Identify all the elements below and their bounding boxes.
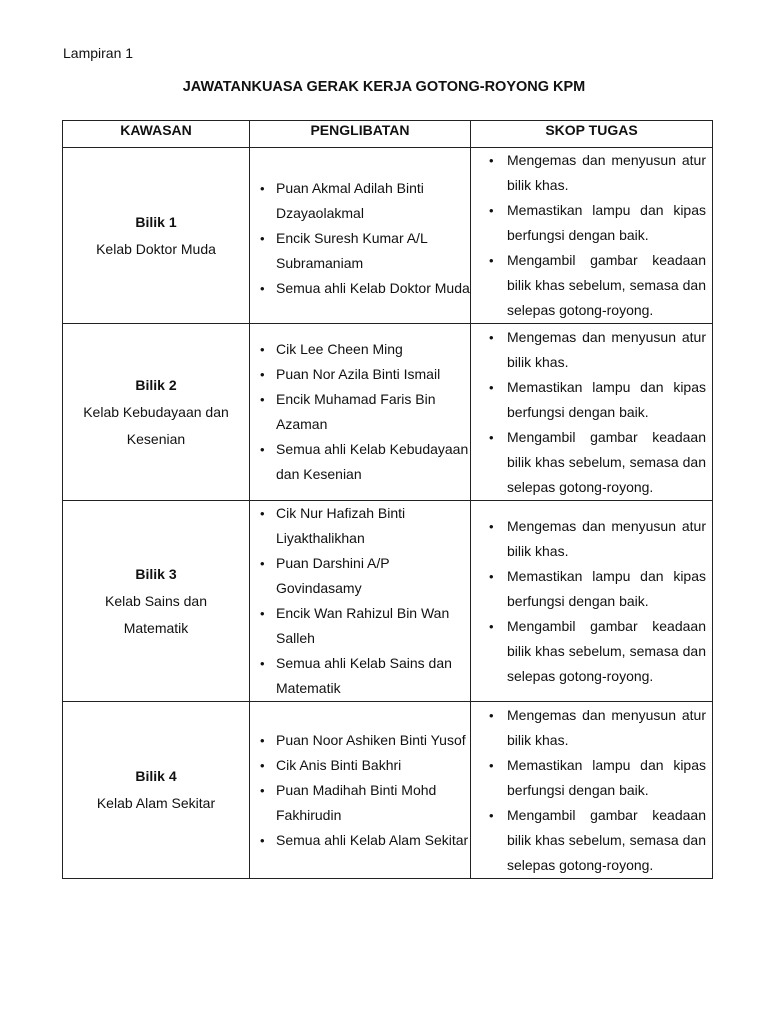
task-list <box>471 514 712 689</box>
penglibatan-cell <box>250 324 471 501</box>
appendix-label: Lampiran 1 <box>63 45 134 61</box>
list-item: • Cik Anis Binti Bakhri <box>276 753 470 778</box>
list-item: • Puan Darshini A/P Govindasamy <box>276 551 470 601</box>
task-list <box>471 703 712 878</box>
list-item: • Puan Akmal Adilah Binti Dzayaolakmal <box>276 176 470 226</box>
table-row <box>63 148 713 324</box>
room-name: Bilik 4 <box>135 768 177 784</box>
column-header-skop-tugas: SKOP TUGAS <box>471 121 713 148</box>
list-item: • Mengambil gambar keadaan bilik khas sebelum, semasa dan selepas gotong-royong. <box>507 425 706 500</box>
table-row <box>63 501 713 702</box>
list-item: • Semua ahli Kelab Alam Sekitar <box>276 828 470 853</box>
participant-list <box>250 728 470 853</box>
list-item: • Mengambil gambar keadaan bilik khas sebelum, semasa dan selepas gotong-royong. <box>507 248 706 323</box>
kawasan-cell <box>63 702 250 879</box>
list-item: • Mengambil gambar keadaan bilik khas sebelum, semasa dan selepas gotong-royong. <box>507 614 706 689</box>
list-item: • Semua ahli Kelab Doktor Muda <box>276 276 470 301</box>
list-item: • Memastikan lampu dan kipas berfungsi dengan baik. <box>507 753 706 803</box>
task-list <box>471 325 712 500</box>
list-item: • Semua ahli Kelab Sains dan Matematik <box>276 651 470 701</box>
room-name: Bilik 1 <box>135 213 177 230</box>
list-item: • Memastikan lampu dan kipas berfungsi dengan baik. <box>507 198 706 248</box>
skop-cell <box>471 702 713 879</box>
list-item: • Cik Lee Cheen Ming <box>276 337 470 362</box>
list-item: • Mengemas dan menyusun atur bilik khas. <box>507 514 706 564</box>
participant-list <box>250 501 470 701</box>
list-item: • Cik Nur Hafizah Binti Liyakthalikhan <box>276 501 470 551</box>
document-title: JAWATANKUASA GERAK KERJA GOTONG-ROYONG KPM <box>182 79 586 95</box>
club-name: Kelab Sains dan Matematik <box>105 592 207 636</box>
list-item: • Semua ahli Kelab Kebudayaan dan Kesenian <box>276 437 470 487</box>
penglibatan-cell <box>250 148 471 324</box>
kawasan-cell <box>63 501 250 702</box>
committee-table <box>62 120 713 879</box>
list-item: • Puan Madihah Binti Mohd Fakhirudin <box>276 778 470 828</box>
kawasan-cell <box>63 324 250 501</box>
list-item: • Mengambil gambar keadaan bilik khas sebelum, semasa dan selepas gotong-royong. <box>507 803 706 878</box>
penglibatan-cell <box>250 501 471 702</box>
list-item: • Mengemas dan menyusun atur bilik khas. <box>507 703 706 753</box>
list-item: • Mengemas dan menyusun atur bilik khas. <box>507 325 706 375</box>
list-item: • Encik Suresh Kumar A/L Subramaniam <box>276 226 470 276</box>
room-name: Bilik 3 <box>135 565 177 582</box>
list-item: • Encik Muhamad Faris Bin Azaman <box>276 387 470 437</box>
list-item: • Puan Nor Azila Binti Ismail <box>276 362 470 387</box>
participant-list <box>250 170 470 301</box>
penglibatan-cell <box>250 702 471 879</box>
column-header-kawasan: KAWASAN <box>63 121 250 148</box>
table-row <box>63 702 713 879</box>
skop-cell <box>471 501 713 702</box>
table-header-row <box>63 121 713 148</box>
participant-list <box>250 337 470 487</box>
list-item: • Memastikan lampu dan kipas berfungsi dengan baik. <box>507 375 706 425</box>
column-header-penglibatan: PENGLIBATAN <box>250 121 471 148</box>
list-item: • Memastikan lampu dan kipas berfungsi dengan baik. <box>507 564 706 614</box>
table-row <box>63 324 713 501</box>
skop-cell <box>471 324 713 501</box>
club-name: Kelab Kebudayaan dan Kesenian <box>83 403 229 447</box>
room-name: Bilik 2 <box>135 376 177 393</box>
list-item: • Puan Noor Ashiken Binti Yusof <box>276 728 470 753</box>
list-item: • Mengemas dan menyusun atur bilik khas. <box>507 148 706 198</box>
task-list <box>471 148 712 323</box>
kawasan-cell <box>63 148 250 324</box>
club-name: Kelab Doktor Muda <box>96 240 216 257</box>
skop-cell <box>471 148 713 324</box>
list-item: • Encik Wan Rahizul Bin Wan Salleh <box>276 601 470 651</box>
club-name: Kelab Alam Sekitar <box>96 795 216 811</box>
